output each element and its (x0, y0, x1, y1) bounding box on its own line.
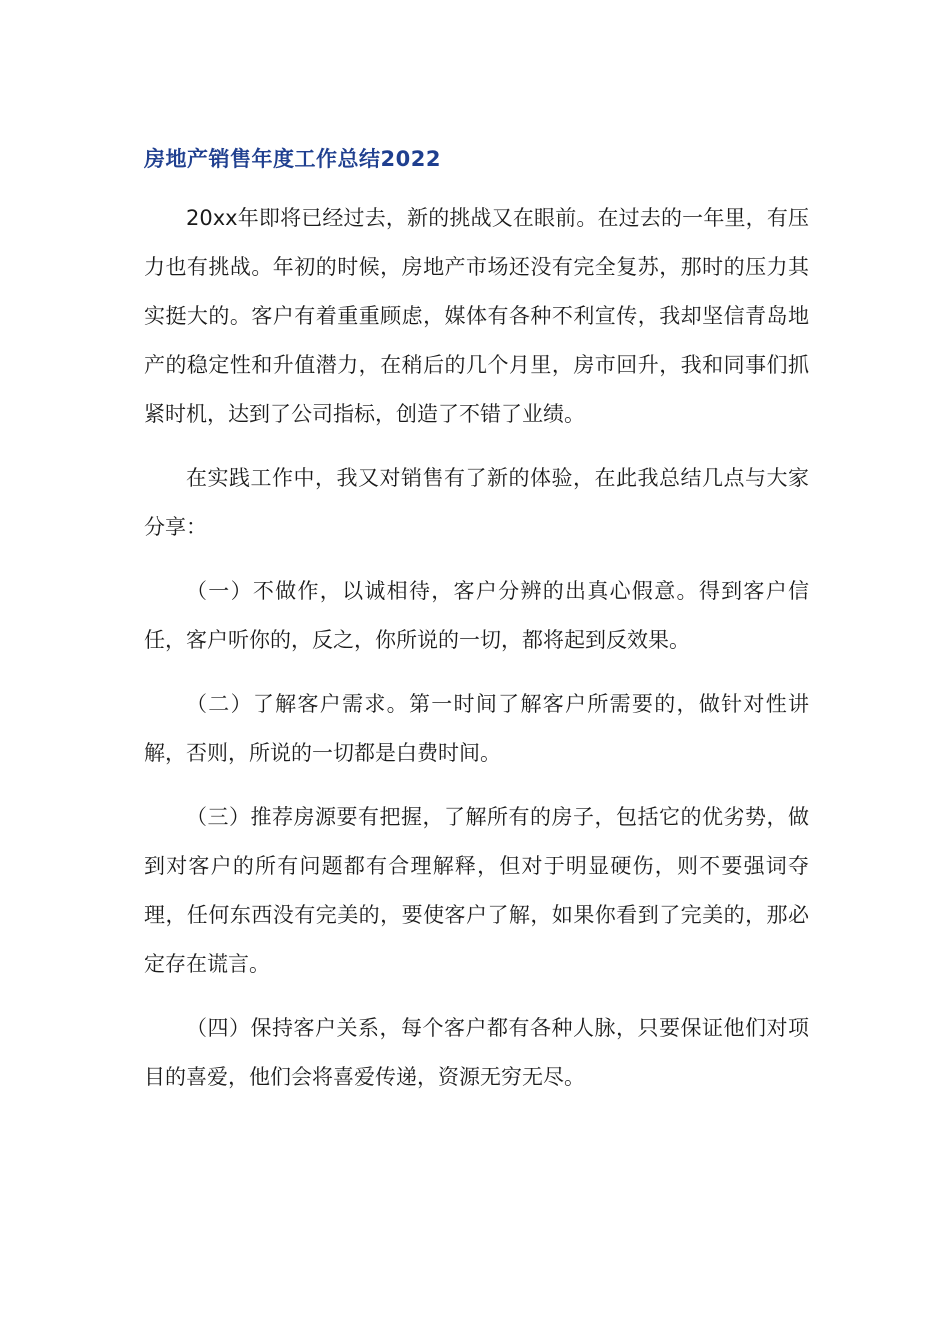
paragraph-point-3: （三）推荐房源要有把握，了解所有的房子，包括它的优劣势，做到对客户的所有问题都有合理解释，但对于明显硬伤，则不要强词夺理，任何东西没有完美的，要使客户了解，如果你看到了完美的，那必定存在谎言。 (144, 805, 809, 976)
document-title: 房地产销售年度工作总结2022 (144, 147, 441, 171)
paragraph-summary-lead: 在实践工作中，我又对销售有了新的体验，在此我总结几点与大家分享： (144, 466, 809, 539)
document-body (144, 194, 809, 1117)
paragraph-intro: 20xx年即将已经过去，新的挑战又在眼前。在过去的一年里，有压力也有挑战。年初的时候，房地产市场还没有完全复苏，那时的压力其实挺大的。客户有着重重顾虑，媒体有各种不利宣传，我却坚信青岛地产的稳定性和升值潜力，在稍后的几个月里，房市回升，我和同事们抓紧时机，达到了公司指标，创造了不错了业绩。 (144, 206, 809, 426)
paragraph-point-2: （二）了解客户需求。第一时间了解客户所需要的，做针对性讲解，否则，所说的一切都是白费时间。 (144, 692, 809, 765)
paragraph-point-1: （一）不做作，以诚相待，客户分辨的出真心假意。得到客户信任，客户听你的，反之，你所说的一切，都将起到反效果。 (144, 579, 809, 652)
paragraph-point-4: （四）保持客户关系，每个客户都有各种人脉，只要保证他们对项目的喜爱，他们会将喜爱传递，资源无穷无尽。 (144, 1016, 809, 1089)
